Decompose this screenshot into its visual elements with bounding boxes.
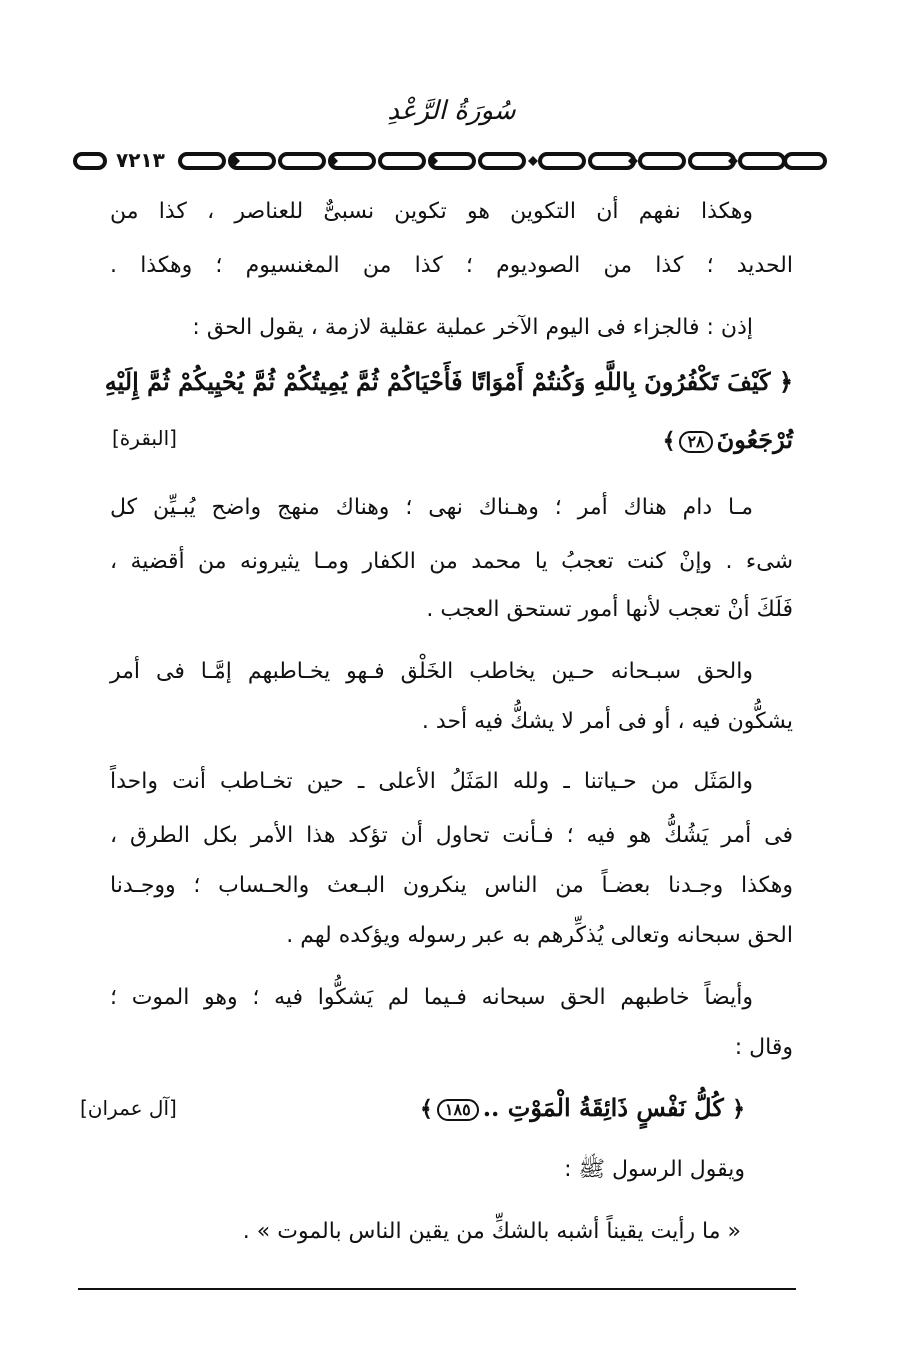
text-line: والحق سبـحانه حـين يخاطب الخَلْق فـهو يخـاطبهم إمَّـا فى أمر [110, 659, 753, 684]
surah-reference: [البقرة] [112, 426, 177, 450]
page-number: ٧٢١٣ [110, 147, 171, 173]
text-line: وقال : [734, 1035, 793, 1060]
surah-reference: [آل عمران] [80, 1096, 177, 1120]
text-line: الحديد ؛ كذا من الصوديوم ؛ كذا من المغنسيوم ؛ وهكذا . [110, 253, 793, 278]
verse-text: كُلُّ نَفْسٍ ذَائِقَةُ الْمَوْتِ .. [482, 1093, 724, 1122]
quran-verse-line: ﴿ كَيْفَ تَكْفُرُونَ بِاللَّهِ وَكُنتُمْ أَمْوَاتًا فَأَحْيَاكُمْ ثُمَّ يُمِيتُكُمْ ثُمَّ يُحْيِيكُمْ ثُمَّ إِلَيْهِ [104, 367, 793, 396]
text-line: شىء . وإنْ كنت تعجبُ يا محمد من الكفار ومـا يثيرونه من أقضية ، [110, 549, 793, 574]
verse-text: تُرْجَعُونَ [716, 425, 793, 454]
closing-bracket: ﴾ [420, 1096, 433, 1122]
ornamental-header-band [70, 146, 830, 176]
footer-rule [78, 1288, 796, 1290]
quran-verse-line [663, 420, 793, 461]
text-line: الحق سبحانه وتعالى يُذكِّرهم به عبر رسوله ويؤكده لهم . [286, 923, 793, 948]
ayah-number-marker: ٢٨ [679, 431, 712, 453]
text-line: يشكُّون فيه ، أو فى أمر لا يشكُّ فيه أحد . [421, 709, 793, 734]
text-line: والمَثَل من حـياتنا ـ ولله المَثَلُ الأعلى ـ حين تخـاطب أنت واحداً [110, 769, 753, 794]
text-line: فى أمر يَشُكُّ هو فيه ؛ فـأنت تحاول أن تؤكد هذا الأمر بكل الطرق ، [110, 823, 793, 848]
text-line: فَلَكَ أنْ تعجب لأنها أمور تستحق العجب . [426, 597, 793, 622]
text-line: وهكذا وجـدنا بعضـاً من الناس ينكرون البـعث والحـساب ؛ ووجـدنا [110, 873, 793, 898]
quran-verse-line [420, 1088, 745, 1129]
text-line: وهكذا نفهم أن التكوين هو تكوين نسبىٌّ للعناصر ، كذا من [110, 199, 753, 224]
surah-title: سُورَةُ الرَّعْدِ [387, 96, 516, 126]
text-line: ويقول الرسول ﷺ : [564, 1157, 745, 1182]
text-line: مـا دام هناك أمر ؛ وهـناك نهى ؛ وهناك منهج واضح يُبـيِّن كل [110, 495, 753, 520]
ayah-number-marker: ١٨٥ [437, 1099, 479, 1121]
hadith-quote: « ما رأيت يقيناً أشبه بالشكِّ من يقين الناس بالموت » . [242, 1219, 741, 1244]
text-line: إذن : فالجزاء فى اليوم الآخر عملية عقلية لازمة ، يقول الحق : [192, 315, 753, 340]
text-line: وأيضاً خاطبهم الحق سبحانه فـيما لم يَشكُّوا فيه ؛ وهو الموت ؛ [110, 985, 753, 1010]
closing-bracket: ﴾ [662, 428, 676, 454]
opening-bracket: ﴿ [732, 1096, 745, 1122]
